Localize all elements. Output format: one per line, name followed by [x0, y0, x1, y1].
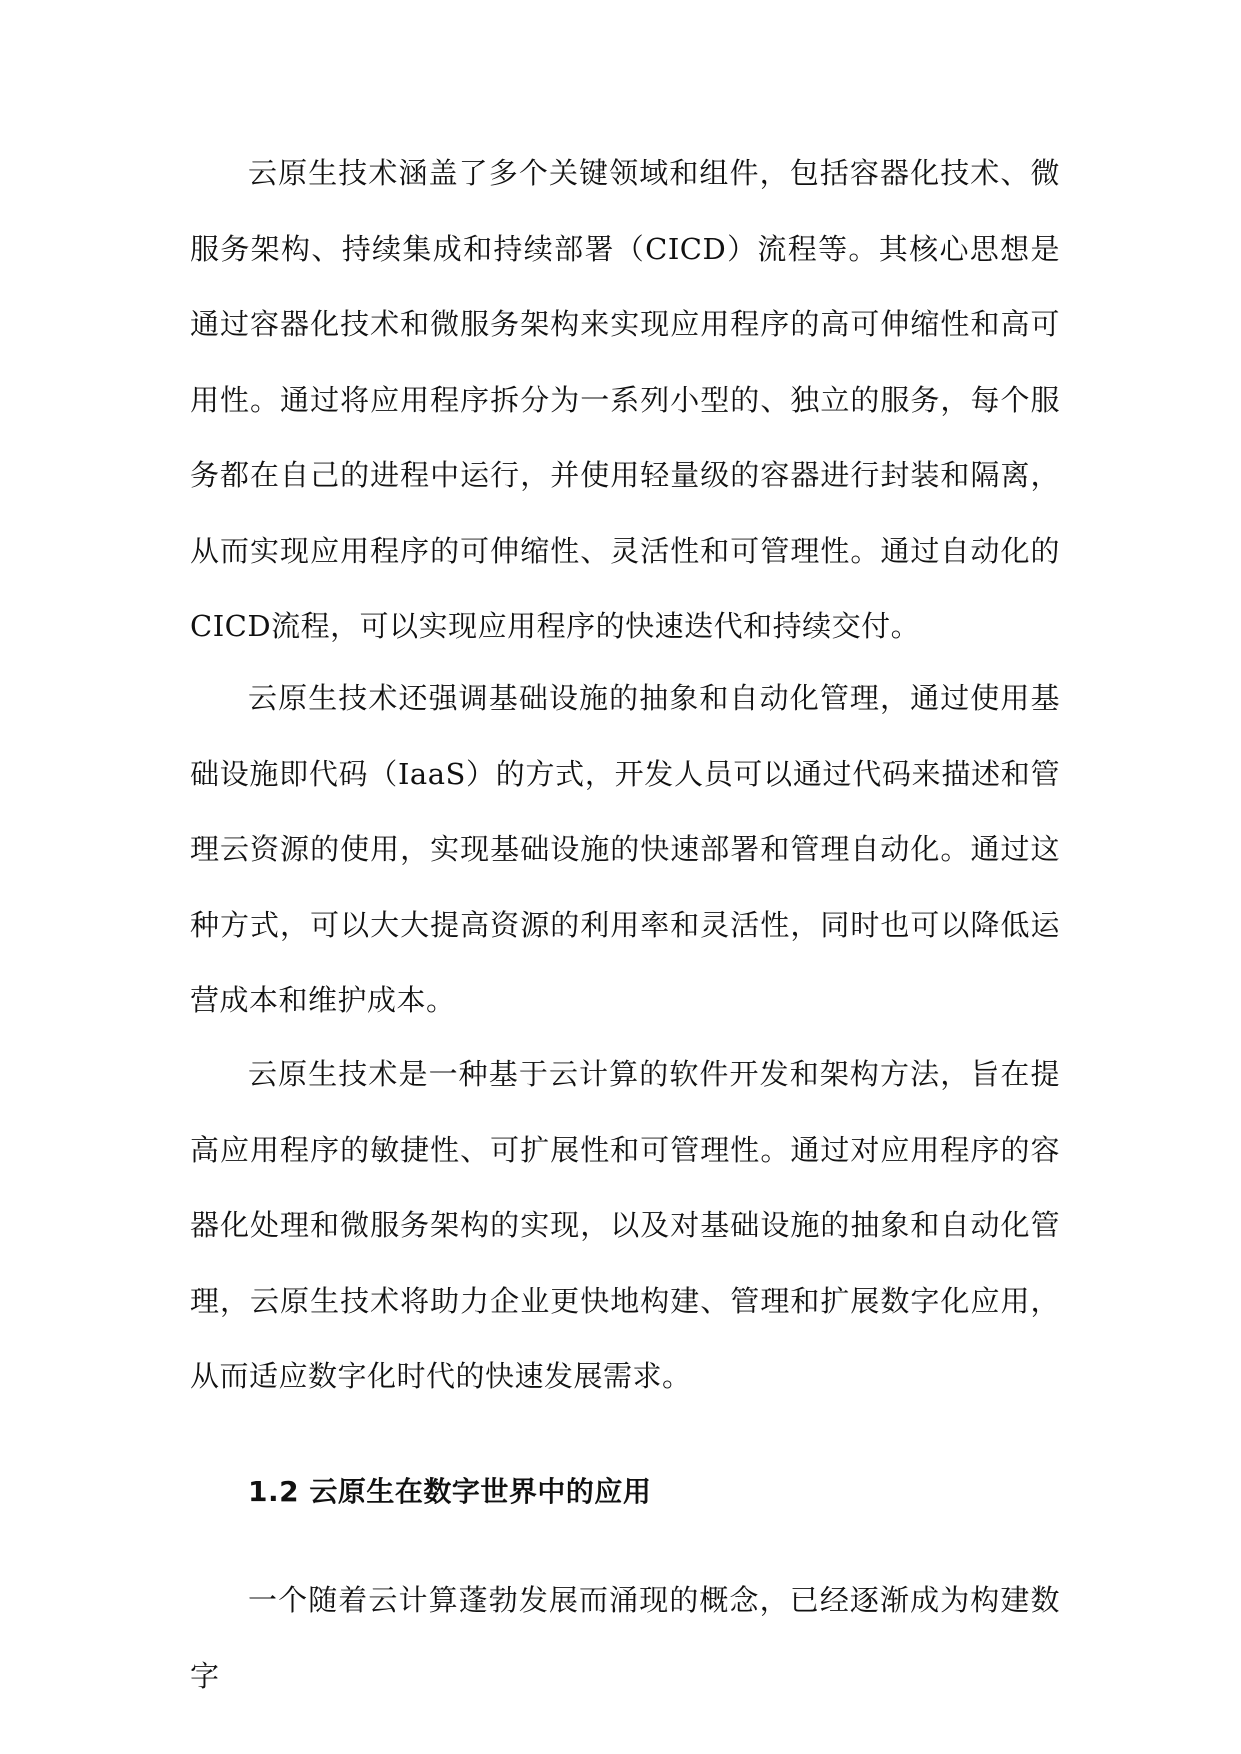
- paragraph-section-intro: 一个随着云计算蓬勃发展而涌现的概念，已经逐渐成为构建数字: [190, 1583, 1060, 1693]
- section-heading: 1.2 云原生在数字世界中的应用: [248, 1475, 652, 1508]
- paragraph-infrastructure-automation: 云原生技术还强调基础设施的抽象和自动化管理，通过使用基础设施即代码（IaaS）的方式，开发人员可以通过代码来描述和管理云资源的使用，实现基础设施的快速部署和管理自动化。通过这种方式，可以大大提高资源的利用率和灵活性，同时也可以降低运营成本和维护成本。: [190, 681, 1060, 1017]
- paragraph-cloud-native-components: 云原生技术涵盖了多个关键领域和组件，包括容器化技术、微服务架构、持续集成和持续部署（CICD）流程等。其核心思想是通过容器化技术和微服务架构来实现应用程序的高可伸缩性和高可用性。通过将应用程序拆分为一系列小型的、独立的服务，每个服务都在自己的进程中运行，并使用轻量级的容器进行封装和隔离，从而实现应用程序的可伸缩性、灵活性和可管理性。通过自动化的CICD流程，可以实现应用程序的快速迭代和持续交付。: [190, 156, 1060, 643]
- paragraph-cloud-native-summary: 云原生技术是一种基于云计算的软件开发和架构方法，旨在提高应用程序的敏捷性、可扩展性和可管理性。通过对应用程序的容器化处理和微服务架构的实现，以及对基础设施的抽象和自动化管理，云原生技术将助力企业更快地构建、管理和扩展数字化应用，从而适应数字化时代的快速发展需求。: [190, 1057, 1060, 1393]
